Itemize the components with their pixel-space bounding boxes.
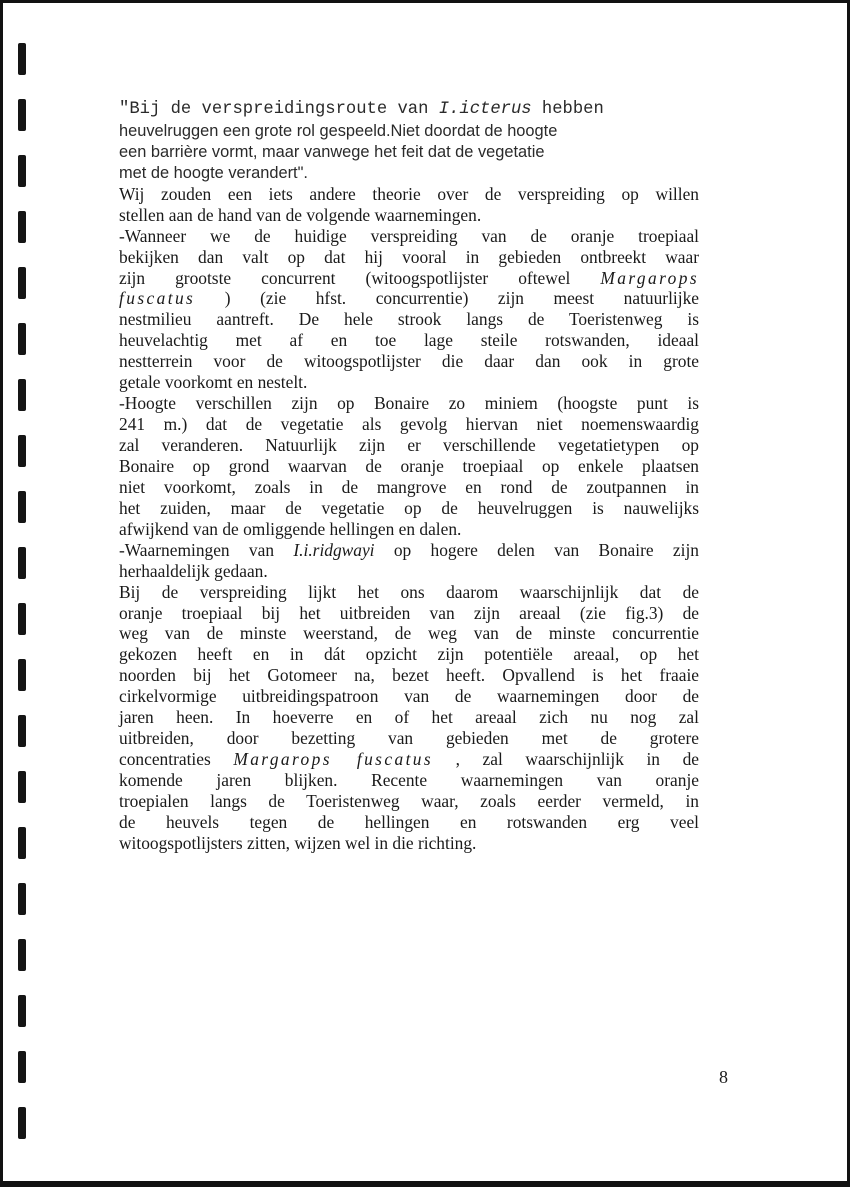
binding-hole (18, 771, 26, 803)
text-span: , zal waarschijnlijk in de (433, 749, 699, 770)
text-line: heuvelruggen een grote rol gespeeld.Niet doordat de hoogte (119, 121, 558, 140)
page-number: 8 (719, 1067, 728, 1087)
text-line (119, 268, 699, 289)
paragraph (119, 226, 699, 394)
text-line: heuvelachtig met af en toe lage steile rotswanden, ideaal (119, 330, 699, 351)
binding-hole (18, 1051, 26, 1083)
text-line: cirkelvormige uitbreidingspatroon van de waarnemingen door de (119, 686, 699, 707)
binding-hole (18, 883, 26, 915)
text-line: witoogspotlijsters zitten, wijzen wel in die richting. (119, 832, 477, 853)
text-line: een barrière vormt, maar vanwege het feit dat de vegetatie (119, 142, 545, 161)
text-line: -Hoogte verschillen zijn op Bonaire zo miniem (hoogste punt is (119, 393, 699, 414)
text-line (119, 288, 699, 309)
text-line (119, 749, 699, 770)
binding-holes (16, 0, 36, 1187)
document-body (119, 100, 699, 854)
text-line: zal veranderen. Natuurlijk zijn er verschillende vegetatietypen op (119, 435, 699, 455)
quote-block (119, 100, 699, 184)
binding-hole (18, 155, 26, 187)
text-line: komende jaren blijken. Recente waarnemingen van oranje (119, 770, 699, 790)
binding-hole (18, 491, 26, 523)
binding-hole (18, 1107, 26, 1139)
text-span: concentraties (119, 749, 234, 770)
paragraph (119, 393, 699, 540)
text-line: herhaaldelijk gedaan. (119, 560, 268, 581)
text-line: nestterrein voor de witoogspotlijster die daar dan ook in grote (119, 351, 699, 372)
text-span: -Waarnemingen van (119, 539, 294, 560)
binding-hole (18, 435, 26, 467)
text-line (119, 100, 699, 121)
binding-hole (18, 379, 26, 411)
text-line: de heuvels tegen de hellingen en rotswanden erg veel (119, 811, 699, 832)
text-line: niet voorkomt, zoals in de mangrove en rond de zoutpannen in (119, 476, 699, 497)
text-line: gekozen heeft en in dát opzicht zijn potentiële areaal, op het (119, 644, 699, 665)
text-line: stellen aan de hand van de volgende waarnemingen. (119, 204, 482, 225)
text-line: jaren heen. In hoeverre en of het areaal zich nu nog zal (119, 707, 699, 728)
binding-hole (18, 827, 26, 859)
text-line: noorden bij het Gotomeer na, bezet heeft. Opvallend is het fraaie (119, 665, 699, 686)
text-line: Bonaire op grond waarvan de oranje troepiaal op enkele plaatsen (119, 455, 699, 476)
paragraph (119, 184, 699, 226)
binding-hole (18, 99, 26, 131)
text-line: met de hoogte verandert". (119, 163, 308, 182)
text-line: het zuiden, maar de vegetatie op de heuvelruggen is nauwelijks (119, 497, 699, 518)
binding-hole (18, 603, 26, 635)
text-line (119, 540, 699, 561)
species-name: Margarops (600, 267, 699, 288)
text-line: weg van de minste weerstand, de weg van de minste concurrentie (119, 623, 699, 644)
binding-hole (18, 939, 26, 971)
text-line: 241 m.) dat de vegetatie als gevolg hiervan niet noemenswaardig (119, 414, 699, 435)
binding-hole (18, 267, 26, 299)
text-span: hebben (531, 100, 604, 119)
text-span: zijn grootste concurrent (witoogspotlijster oftewel (119, 267, 601, 288)
species-name: Margarops fuscatus (233, 749, 434, 770)
text-line: uitbreiden, door bezetting van gebieden met de grotere (119, 728, 699, 749)
binding-hole (18, 43, 26, 75)
text-line: nestmilieu aantreft. De hele strook langs de Toeristenweg is (119, 309, 699, 330)
text-span: "Bij de verspreidingsroute van (119, 100, 439, 119)
binding-hole (18, 715, 26, 747)
text-line: getale voorkomt en nestelt. (119, 372, 308, 393)
paragraph (119, 540, 699, 582)
binding-hole (18, 211, 26, 243)
binding-hole (18, 659, 26, 691)
text-line: bekijken dan valt op dat hij vooral in gebieden ontbreekt waar (119, 246, 699, 267)
text-line: Bij de verspreiding lijkt het ons daarom waarschijnlijk dat de (119, 581, 699, 602)
text-line: -Wanneer we de huidige verspreiding van de oranje troepiaal (119, 225, 699, 246)
binding-hole (18, 323, 26, 355)
text-line: Wij zouden een iets andere theorie over de verspreiding op willen (119, 183, 699, 204)
species-name: fuscatus (119, 288, 196, 309)
binding-hole (18, 995, 26, 1027)
species-name: I.icterus (438, 100, 532, 119)
text-line: troepialen langs de Toeristenweg waar, zoals eerder vermeld, in (119, 790, 699, 811)
paragraph (119, 582, 699, 854)
text-span: op hogere delen van Bonaire zijn (374, 539, 699, 560)
text-line: oranje troepiaal bij het uitbreiden van zijn areaal (zie fig.3) de (119, 602, 699, 623)
text-line: afwijkend van de omliggende hellingen en dalen. (119, 518, 462, 539)
species-name: I.i.ridgwayi (293, 539, 375, 560)
text-span: ) (zie hfst. concurrentie) zijn meest natuurlijke (195, 288, 699, 309)
binding-hole (18, 547, 26, 579)
